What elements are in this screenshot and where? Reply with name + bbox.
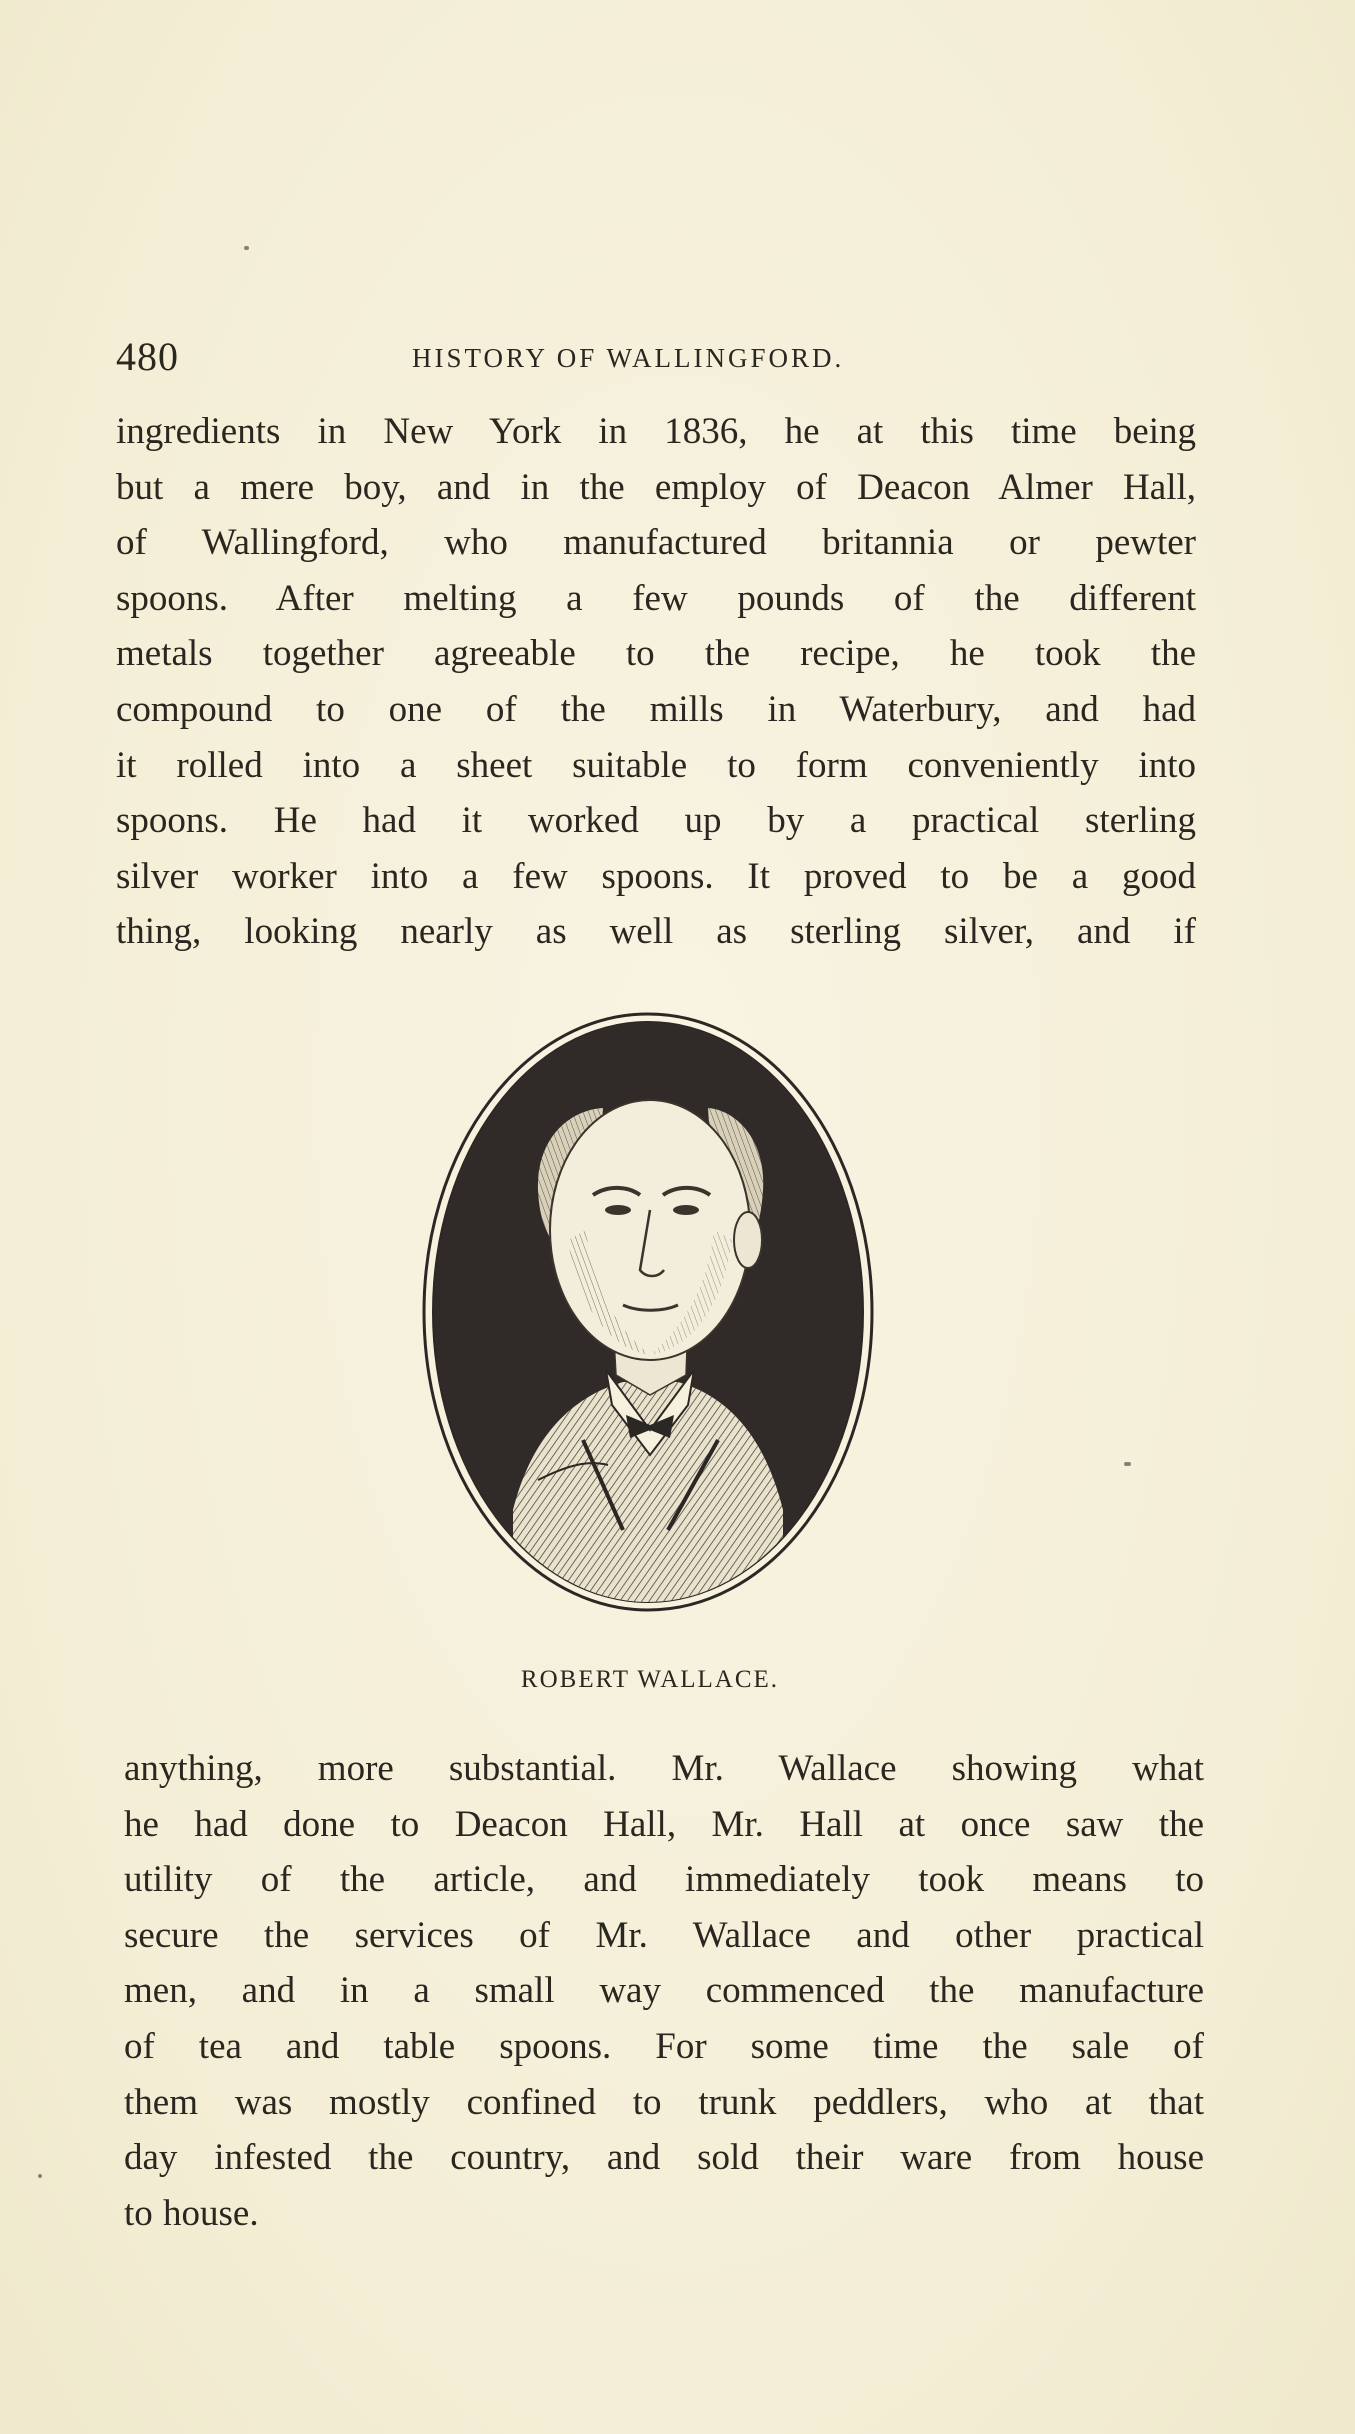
page-number: 480	[116, 334, 179, 379]
paper-speck	[1124, 1462, 1131, 1466]
text-line: day infested the country, and sold their ware from house	[124, 2137, 1204, 2179]
text-line: it rolled into a sheet suitable to form conveniently into	[116, 744, 1196, 786]
paragraph-after-portrait	[124, 1741, 1204, 2241]
text-line: thing, looking nearly as well as sterling silver, and if	[116, 911, 1196, 953]
page-header	[116, 332, 1196, 382]
text-line: ingredients in New York in 1836, he at this time being	[116, 411, 1196, 452]
running-head: HISTORY OF WALLINGFORD.	[412, 343, 845, 373]
text-line: secure the services of Mr. Wallace and other practical	[124, 1914, 1204, 1956]
text-line: spoons. He had it worked up by a practical sterling	[116, 800, 1196, 842]
text-line: of tea and table spoons. For some time the sale of	[124, 2025, 1204, 2067]
paper-speck	[38, 2174, 42, 2178]
text-line: to house.	[124, 2192, 259, 2234]
text-line: compound to one of the mills in Waterbury, and had	[116, 688, 1196, 730]
text-line: anything, more substantial. Mr. Wallace showing what	[124, 1748, 1204, 1789]
text-line: them was mostly confined to trunk peddlers, who at that	[124, 2081, 1204, 2123]
text-line: spoons. After melting a few pounds of the different	[116, 577, 1196, 619]
text-line: but a mere boy, and in the employ of Deacon Almer Hall,	[116, 466, 1196, 508]
text-line: utility of the article, and immediately took means to	[124, 1859, 1204, 1901]
paragraph-before-portrait	[116, 404, 1196, 960]
text-line: silver worker into a few spoons. It proved to be a good	[116, 855, 1196, 897]
text-line: of Wallingford, who manufactured britannia or pewter	[116, 522, 1196, 564]
portrait-caption: ROBERT WALLACE.	[520, 1666, 780, 1693]
text-line: men, and in a small way commenced the manufacture	[124, 1970, 1204, 2012]
paper-speck	[244, 246, 249, 250]
text-line: he had done to Deacon Hall, Mr. Hall at once saw the	[124, 1803, 1204, 1845]
text-line: metals together agreeable to the recipe, he took the	[116, 633, 1196, 675]
portrait-engraving	[418, 1010, 878, 1615]
